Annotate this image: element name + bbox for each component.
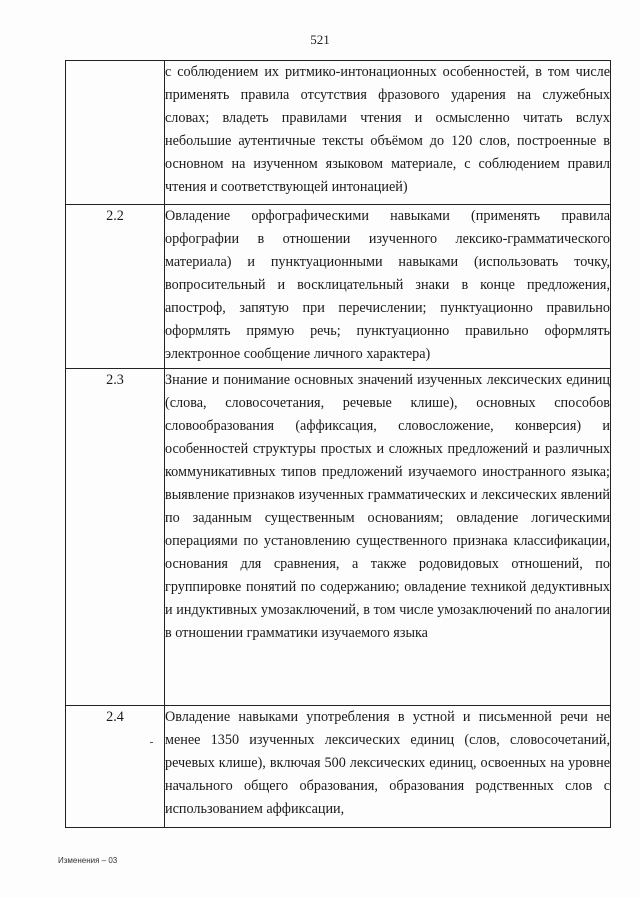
row-number: 2.3 bbox=[66, 369, 165, 706]
table-row bbox=[66, 706, 611, 828]
row-number: 2.2 bbox=[66, 205, 165, 369]
row-text: Овладение навыками употребления в устной и письменной речи не менее 1350 изученных лексических единиц (слов, словосочетаний, речевых клише), включая 500 лексических единиц, освоенных на уровне начального общего образования, образования родственных слов с использованием аффиксации, bbox=[165, 706, 611, 828]
table-row bbox=[66, 205, 611, 369]
margin-mark bbox=[150, 742, 153, 743]
footer-revision: Изменения – 03 bbox=[58, 856, 118, 865]
row-text: Знание и понимание основных значений изученных лексических единиц (слова, словосочетания, речевые клише), основных способов словообразования (аффиксация, словосложение, конверсия) и особенностей структуры простых и сложных предложений и различных коммуникативных типов предложений изучаемого иностранного языка; выявление признаков изученных грамматических и лексических явлений по заданным существенным основаниям; овладение логическими операциями по установлению существенного признака классификации, основания для сравнения, а также родовидовых отношений, по группировке понятий по содержанию; овладение техникой дедуктивных и индуктивных умозаключений, в том числе умозаключений по аналогии в отношении грамматики изучаемого языка bbox=[165, 369, 611, 706]
row-text: Овладение орфографическими навыками (применять правила орфографии в отношении изученного лексико-грамматического материала) и пунктуационными навыками (использовать точку, вопросительный и восклицательный знаки в конце предложения, апостроф, запятую при перечислении; пунктуационно правильно оформлять прямую речь; пунктуационно правильно оформлять электронное сообщение личного характера) bbox=[165, 205, 611, 369]
page-number: 521 bbox=[310, 32, 330, 47]
table-row bbox=[66, 61, 611, 205]
row-text: с соблюдением их ритмико-интонационных особенностей, в том числе применять правила отсутствия фразового ударения на служебных словах; владеть правилами чтения и осмысленно читать вслух небольшие аутентичные тексты объёмом до 120 слов, построенные в основном на изученном языковом материале, с соблюдением правил чтения и соответствующей интонацией) bbox=[165, 61, 611, 205]
row-number bbox=[66, 61, 165, 205]
row-number: 2.4 bbox=[66, 706, 165, 828]
table-row bbox=[66, 369, 611, 706]
requirements-table bbox=[65, 60, 611, 828]
